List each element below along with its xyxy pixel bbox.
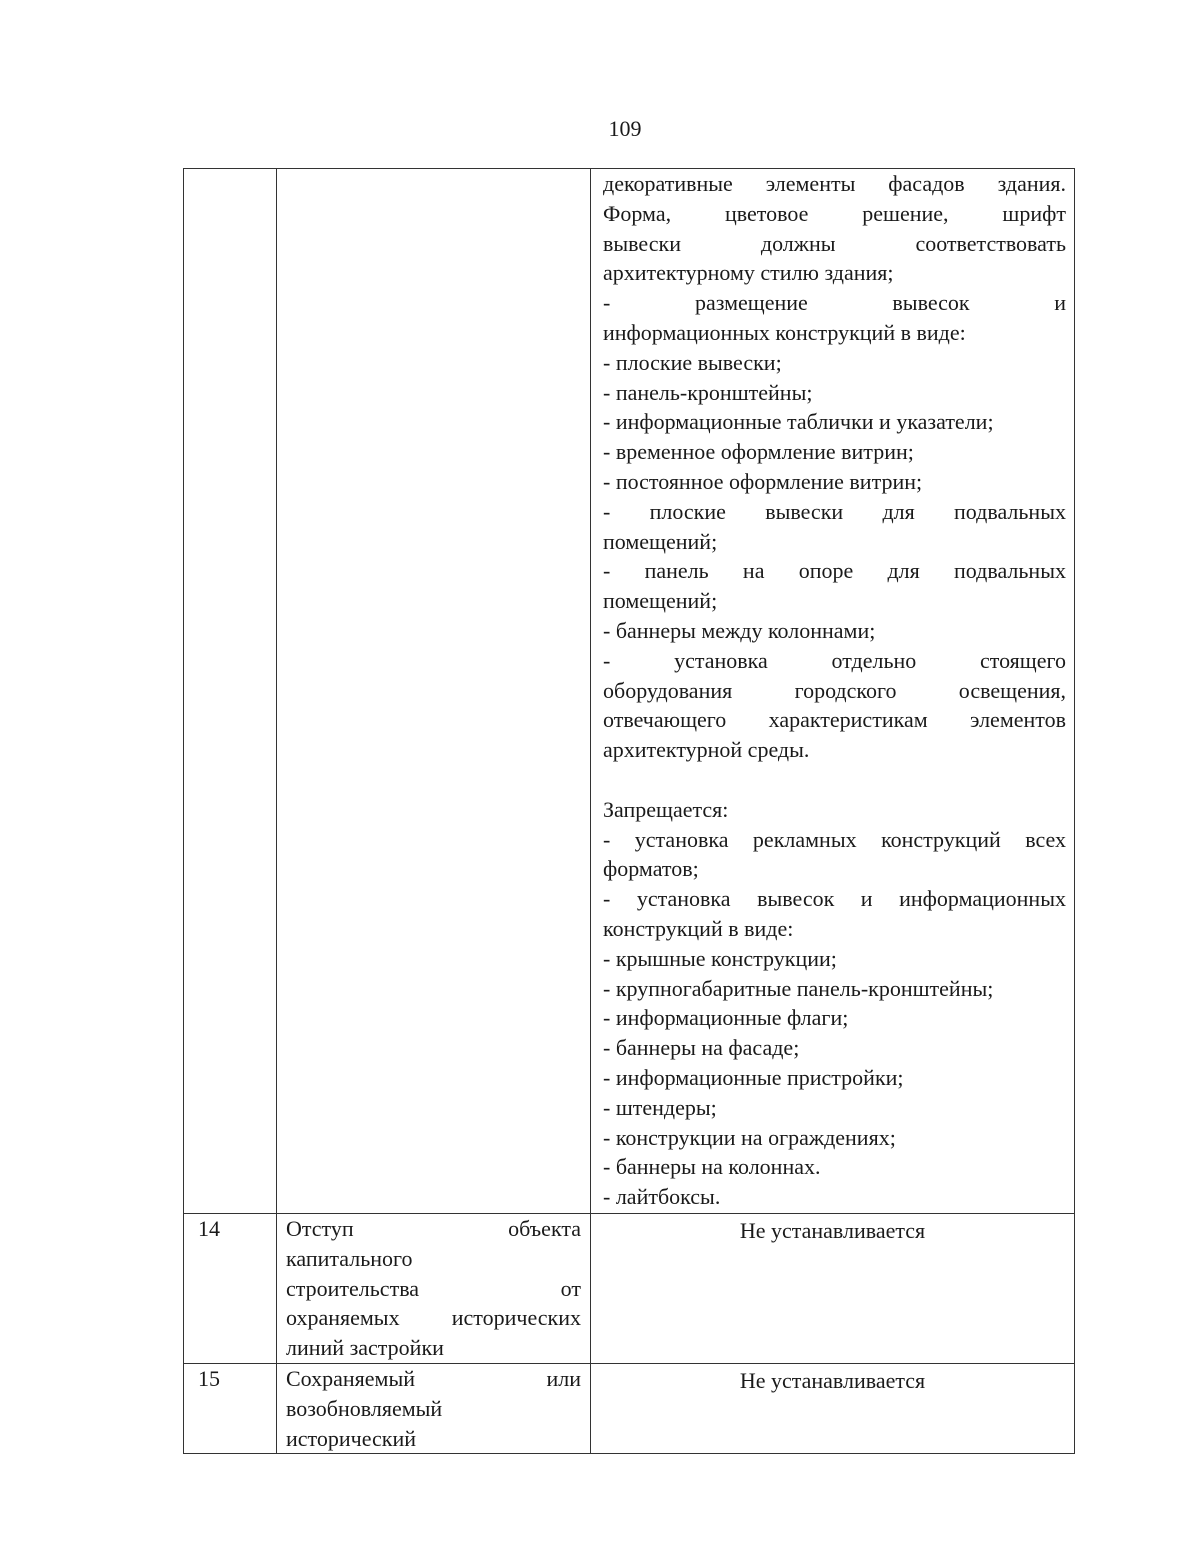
text-line: - баннеры на фасаде; — [603, 1035, 800, 1061]
text-line: - лайтбоксы. — [603, 1184, 721, 1210]
text-line: - постоянное оформление витрин; — [603, 468, 923, 494]
text-line: - информационные таблички и указатели; — [603, 409, 994, 435]
text-line: информационных конструкций в виде: — [603, 319, 966, 345]
text-line: - панель на опоре для подвальных — [603, 558, 1066, 584]
text-line: - крышные конструкции; — [603, 945, 837, 971]
text-line: архитектурному стилю здания; — [603, 260, 894, 286]
text-line: Сохраняемый или — [286, 1365, 581, 1391]
text-line: - баннеры на колоннах. — [603, 1154, 821, 1180]
row-number-cell — [184, 169, 277, 1214]
parameter-value-cell: Не устанавливается — [591, 1214, 1075, 1364]
text-line: - размещение вывесок и — [603, 290, 1066, 316]
text-line: архитектурной среды. — [603, 737, 810, 763]
text-line: - временное оформление витрин; — [603, 439, 914, 465]
table-row-continued — [184, 169, 1075, 1214]
text-line — [603, 765, 1066, 795]
text-line: - информационные флаги; — [603, 1005, 849, 1031]
parameter-value-cell — [591, 169, 1075, 1214]
text-line: - баннеры между колоннами; — [603, 617, 876, 643]
text-line: капитального — [286, 1245, 413, 1271]
text-line: линий застройки — [286, 1335, 444, 1361]
text-line: - штендеры; — [603, 1094, 717, 1120]
regulations-table — [183, 168, 1075, 1454]
text-line: вывески должны соответствовать — [603, 230, 1066, 256]
text-line: - плоские вывески для подвальных — [603, 498, 1066, 524]
value-text — [603, 169, 1066, 1212]
text-line: строительства от — [286, 1275, 581, 1301]
parameter-name-cell — [277, 169, 591, 1214]
text-line: - крупногабаритные панель-кронштейны; — [603, 975, 994, 1001]
parameter-name-cell — [277, 1214, 591, 1364]
text-line: Отступ объекта — [286, 1216, 581, 1241]
parameter-name-text — [286, 1364, 581, 1453]
page-number: 109 — [608, 116, 642, 141]
text-line: - панель-кронштейны; — [603, 379, 813, 405]
parameter-name-text — [286, 1214, 581, 1363]
text-line: декоративные элементы фасадов здания. — [603, 171, 1066, 196]
text-line: конструкций в виде: — [603, 915, 794, 941]
table-row — [184, 1214, 1075, 1364]
text-line: возобновляемый — [286, 1395, 443, 1421]
text-line: исторический — [286, 1425, 417, 1451]
text-line: - конструкции на ограждениях; — [603, 1124, 896, 1150]
parameter-name-cell — [277, 1363, 591, 1453]
text-line: - плоские вывески; — [603, 349, 782, 375]
table-row — [184, 1363, 1075, 1453]
text-line: помещений; — [603, 588, 718, 614]
text-line: - установка отдельно стоящего — [603, 647, 1066, 673]
text-line: форматов; — [603, 856, 699, 882]
text-line: отвечающего характеристикам элементов — [603, 707, 1066, 733]
text-line: оборудования городского освещения, — [603, 677, 1066, 703]
text-line: Форма, цветовое решение, шрифт — [603, 200, 1066, 226]
row-number-cell: 14 — [184, 1214, 277, 1364]
text-line: - установка вывесок и информационных — [603, 886, 1066, 912]
text-line: - установка рекламных конструкций всех — [603, 826, 1066, 852]
parameter-value-cell: Не устанавливается — [591, 1363, 1075, 1453]
text-line: - информационные пристройки; — [603, 1064, 904, 1090]
text-line: охраняемых исторических — [286, 1305, 581, 1331]
row-number-cell: 15 — [184, 1363, 277, 1453]
text-line: помещений; — [603, 528, 718, 554]
text-line: Запрещается: — [603, 796, 729, 822]
